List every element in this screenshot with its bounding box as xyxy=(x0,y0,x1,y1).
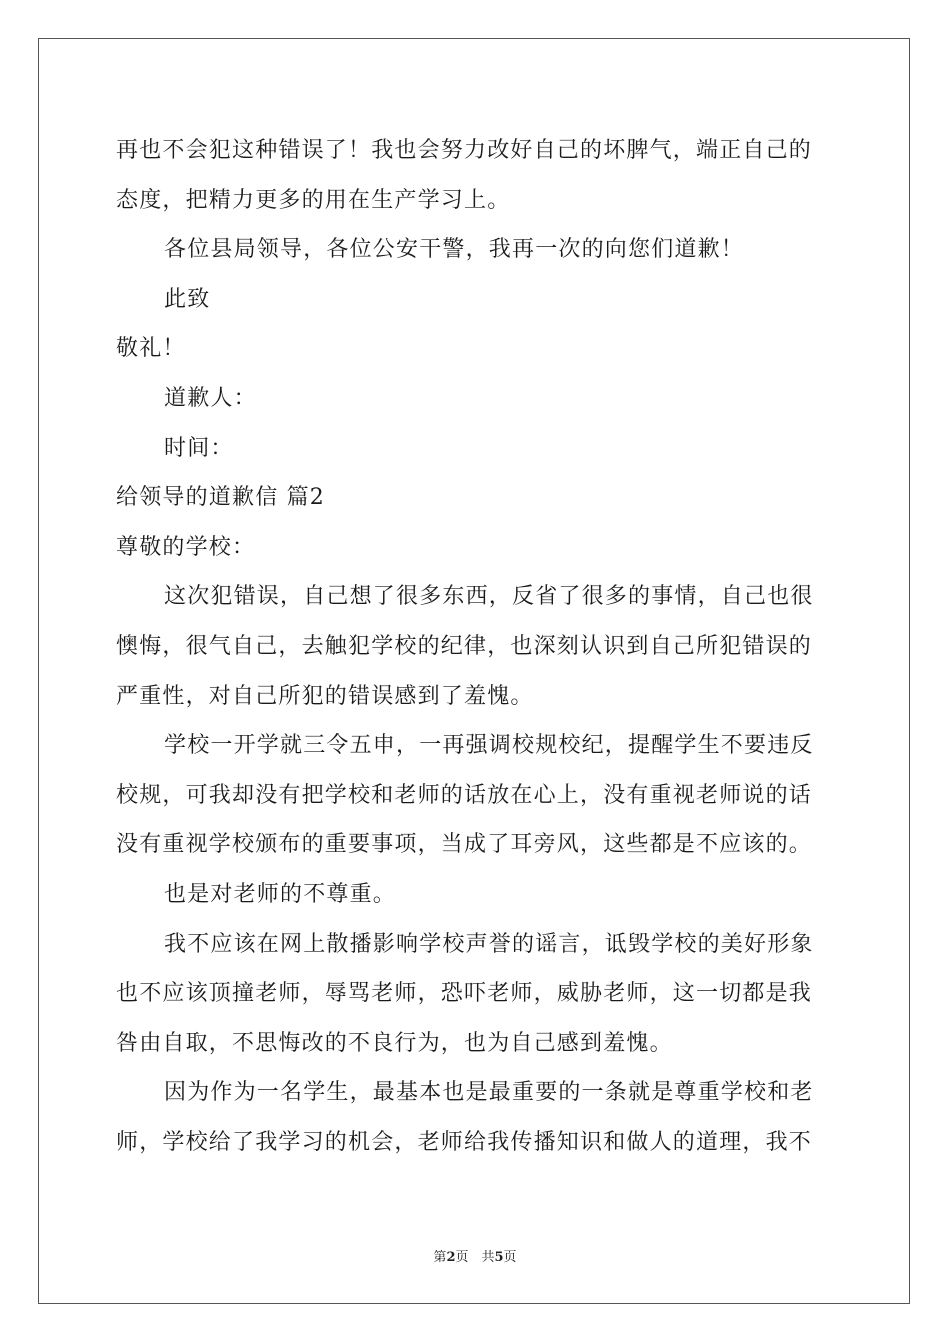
document-body xyxy=(116,126,836,1167)
text-line: 各位县局领导，各位公安干警，我再一次的向您们道歉！ xyxy=(164,237,745,263)
text-line: 也不应该顶撞老师，辱骂老师，恐吓老师，威胁老师，这一切都是我 xyxy=(116,981,813,1007)
text-line: 懊悔，很气自己，去触犯学校的纪律，也深刻认识到自己所犯错误的 xyxy=(116,633,813,659)
total-pages-number: 5 xyxy=(494,1250,504,1265)
text-line: 也是对老师的不尊重。 xyxy=(164,881,397,907)
text-line: 再也不会犯这种错误了！我也会努力改好自己的坏脾气，端正自己的 xyxy=(116,138,813,163)
page-mid: 页 共 xyxy=(455,1250,495,1265)
text-line: 这次犯错误，自己想了很多东西，反省了很多的事情，自己也很 xyxy=(164,584,814,610)
text-line: 因为作为一名学生，最基本也是最重要的一条就是尊重学校和老 xyxy=(164,1080,814,1106)
text-line: 学校一开学就三令五申，一再强调校规校纪，提醒学生不要违反 xyxy=(164,733,814,759)
text-line: 咎由自取，不思悔改的不良行为，也为自己感到羞愧。 xyxy=(116,1030,673,1056)
text-line: 我不应该在网上散播影响学校声誉的谣言，诋毁学校的美好形象 xyxy=(164,931,814,957)
date-label: 时间： xyxy=(164,435,234,461)
text-line: 态度，把精力更多的用在生产学习上。 xyxy=(116,187,511,213)
text-line: 校规，可我却没有把学校和老师的话放在心上，没有重视老师说的话 xyxy=(116,782,813,808)
text-line: 严重性，对自己所犯的错误感到了羞愧。 xyxy=(116,683,534,709)
closing-salutation: 此致 xyxy=(164,286,211,312)
page-suffix: 页 xyxy=(503,1250,517,1265)
page-prefix: 第 xyxy=(433,1250,447,1265)
section-heading: 给领导的道歉信 篇2 xyxy=(116,485,325,511)
text-line: 师，学校给了我学习的机会，老师给我传播知识和做人的道理，我不 xyxy=(116,1129,813,1155)
closing-regards: 敬礼！ xyxy=(116,336,186,362)
page-footer xyxy=(0,1246,950,1265)
current-page-number: 2 xyxy=(446,1250,456,1265)
signature-label: 道歉人： xyxy=(164,385,257,411)
text-line: 没有重视学校颁布的重要事项，当成了耳旁风，这些都是不应该的。 xyxy=(116,832,813,858)
letter-greeting: 尊敬的学校： xyxy=(116,534,256,560)
